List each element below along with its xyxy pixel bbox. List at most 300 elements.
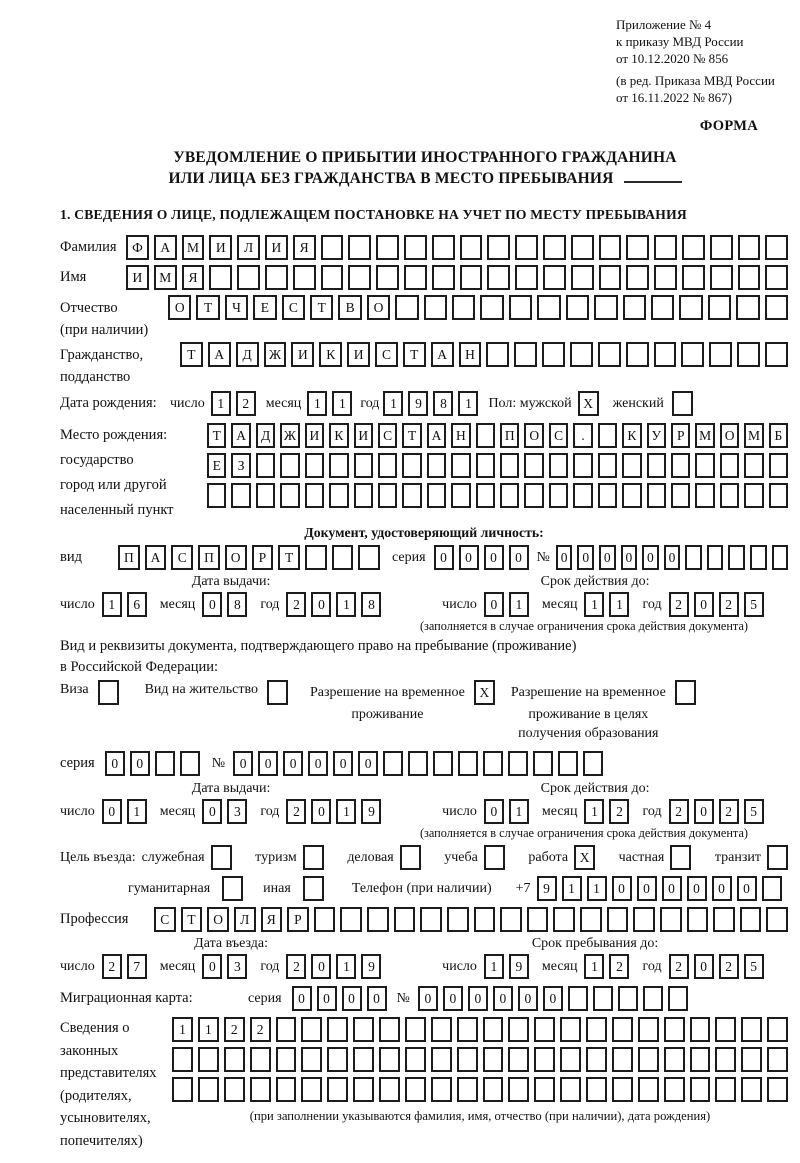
char-box[interactable] xyxy=(198,1077,219,1102)
char-box[interactable]: 8 xyxy=(433,391,453,416)
char-box[interactable] xyxy=(766,907,788,932)
char-box[interactable]: Я xyxy=(182,265,205,290)
char-box[interactable] xyxy=(224,1077,245,1102)
char-box[interactable] xyxy=(707,545,724,570)
char-box[interactable] xyxy=(280,483,299,508)
char-box[interactable] xyxy=(515,265,538,290)
char-box[interactable] xyxy=(483,751,503,776)
char-box[interactable]: 0 xyxy=(311,592,331,617)
char-box[interactable] xyxy=(353,1047,374,1072)
char-box[interactable]: 0 xyxy=(105,751,125,776)
char-box[interactable]: 1 xyxy=(198,1017,219,1042)
char-box[interactable] xyxy=(765,342,788,367)
char-box[interactable] xyxy=(687,907,709,932)
char-box[interactable] xyxy=(651,295,674,320)
char-box[interactable] xyxy=(664,1017,685,1042)
char-box[interactable] xyxy=(762,876,782,901)
char-box[interactable]: И xyxy=(347,342,370,367)
char-box[interactable] xyxy=(566,295,589,320)
visa-checkbox[interactable] xyxy=(98,680,119,705)
char-box[interactable] xyxy=(509,295,532,320)
char-box[interactable] xyxy=(404,235,427,260)
char-box[interactable] xyxy=(594,295,617,320)
char-box[interactable] xyxy=(305,453,324,478)
char-box[interactable] xyxy=(376,265,399,290)
char-box[interactable] xyxy=(172,1077,193,1102)
purpose-business-checkbox[interactable] xyxy=(400,845,421,870)
char-box[interactable] xyxy=(524,453,543,478)
char-box[interactable] xyxy=(460,265,483,290)
char-box[interactable]: 0 xyxy=(434,545,454,570)
char-box[interactable]: 0 xyxy=(418,986,438,1011)
char-box[interactable] xyxy=(327,1077,348,1102)
char-box[interactable] xyxy=(682,265,705,290)
char-box[interactable]: Ж xyxy=(280,423,299,448)
char-box[interactable] xyxy=(543,265,566,290)
char-box[interactable]: 2 xyxy=(609,954,629,979)
char-box[interactable] xyxy=(560,1077,581,1102)
char-box[interactable]: 1 xyxy=(609,592,629,617)
char-box[interactable]: Р xyxy=(671,423,690,448)
char-box[interactable]: 5 xyxy=(744,799,764,824)
char-box[interactable] xyxy=(353,1017,374,1042)
char-box[interactable]: 9 xyxy=(361,799,381,824)
char-box[interactable]: 0 xyxy=(694,799,714,824)
char-box[interactable] xyxy=(231,483,250,508)
char-box[interactable]: 2 xyxy=(286,799,306,824)
char-box[interactable] xyxy=(741,1017,762,1042)
char-box[interactable]: 1 xyxy=(562,876,582,901)
char-box[interactable] xyxy=(354,483,373,508)
char-box[interactable] xyxy=(378,483,397,508)
char-box[interactable] xyxy=(402,453,421,478)
char-box[interactable]: К xyxy=(622,423,641,448)
char-box[interactable] xyxy=(633,907,655,932)
char-box[interactable]: О xyxy=(367,295,390,320)
char-box[interactable]: М xyxy=(182,235,205,260)
char-box[interactable]: А xyxy=(431,342,454,367)
char-box[interactable]: И xyxy=(305,423,324,448)
char-box[interactable] xyxy=(327,1047,348,1072)
char-box[interactable]: 0 xyxy=(292,986,312,1011)
char-box[interactable]: 0 xyxy=(102,799,122,824)
char-box[interactable]: 1 xyxy=(509,799,529,824)
char-box[interactable] xyxy=(737,342,760,367)
char-box[interactable] xyxy=(508,1077,529,1102)
char-box[interactable]: 0 xyxy=(694,592,714,617)
char-box[interactable] xyxy=(599,265,622,290)
char-box[interactable] xyxy=(276,1017,297,1042)
char-box[interactable]: 0 xyxy=(468,986,488,1011)
char-box[interactable]: С xyxy=(549,423,568,448)
char-box[interactable] xyxy=(348,235,371,260)
char-box[interactable]: И xyxy=(126,265,149,290)
char-box[interactable]: 1 xyxy=(484,954,504,979)
purpose-transit-checkbox[interactable] xyxy=(767,845,788,870)
char-box[interactable]: 0 xyxy=(311,799,331,824)
char-box[interactable] xyxy=(654,235,677,260)
char-box[interactable] xyxy=(741,1077,762,1102)
char-box[interactable] xyxy=(598,342,621,367)
char-box[interactable] xyxy=(542,342,565,367)
char-box[interactable] xyxy=(744,483,763,508)
char-box[interactable] xyxy=(571,235,594,260)
char-box[interactable] xyxy=(394,907,416,932)
char-box[interactable]: И xyxy=(265,235,288,260)
char-box[interactable]: 2 xyxy=(669,954,689,979)
char-box[interactable] xyxy=(765,235,788,260)
char-box[interactable] xyxy=(549,483,568,508)
char-box[interactable] xyxy=(276,1077,297,1102)
char-box[interactable] xyxy=(654,342,677,367)
char-box[interactable]: Д xyxy=(256,423,275,448)
char-box[interactable]: 3 xyxy=(227,954,247,979)
char-box[interactable] xyxy=(514,342,537,367)
char-box[interactable] xyxy=(480,295,503,320)
char-box[interactable]: 1 xyxy=(211,391,231,416)
char-box[interactable] xyxy=(354,453,373,478)
char-box[interactable] xyxy=(353,1077,374,1102)
char-box[interactable] xyxy=(508,1047,529,1072)
char-box[interactable] xyxy=(660,907,682,932)
char-box[interactable] xyxy=(500,453,519,478)
char-box[interactable] xyxy=(424,295,447,320)
char-box[interactable] xyxy=(537,295,560,320)
char-box[interactable]: 0 xyxy=(694,954,714,979)
char-box[interactable] xyxy=(690,1047,711,1072)
char-box[interactable]: Н xyxy=(459,342,482,367)
char-box[interactable]: 0 xyxy=(642,545,659,570)
char-box[interactable] xyxy=(431,1047,452,1072)
char-box[interactable]: 0 xyxy=(459,545,479,570)
purpose-private-checkbox[interactable] xyxy=(670,845,691,870)
char-box[interactable] xyxy=(527,907,549,932)
char-box[interactable]: А xyxy=(208,342,231,367)
char-box[interactable] xyxy=(568,986,588,1011)
char-box[interactable] xyxy=(573,483,592,508)
char-box[interactable] xyxy=(690,1017,711,1042)
char-box[interactable]: 9 xyxy=(509,954,529,979)
char-box[interactable]: 2 xyxy=(250,1017,271,1042)
char-box[interactable]: М xyxy=(695,423,714,448)
char-box[interactable]: Л xyxy=(234,907,256,932)
char-box[interactable] xyxy=(549,453,568,478)
char-box[interactable] xyxy=(623,295,646,320)
char-box[interactable] xyxy=(767,1017,788,1042)
char-box[interactable]: 0 xyxy=(308,751,328,776)
char-box[interactable]: 6 xyxy=(127,592,147,617)
char-box[interactable]: А xyxy=(154,235,177,260)
char-box[interactable]: 0 xyxy=(612,876,632,901)
char-box[interactable] xyxy=(685,545,702,570)
char-box[interactable]: 1 xyxy=(584,799,604,824)
char-box[interactable] xyxy=(329,483,348,508)
char-box[interactable]: Т xyxy=(181,907,203,932)
char-box[interactable] xyxy=(367,907,389,932)
char-box[interactable] xyxy=(348,265,371,290)
char-box[interactable]: Ф xyxy=(126,235,149,260)
purpose-official-checkbox[interactable] xyxy=(211,845,232,870)
char-box[interactable]: 1 xyxy=(458,391,478,416)
char-box[interactable] xyxy=(476,483,495,508)
char-box[interactable]: 0 xyxy=(599,545,616,570)
char-box[interactable] xyxy=(224,1047,245,1072)
char-box[interactable] xyxy=(404,265,427,290)
char-box[interactable]: 0 xyxy=(202,954,222,979)
char-box[interactable] xyxy=(583,751,603,776)
char-box[interactable] xyxy=(447,907,469,932)
char-box[interactable] xyxy=(265,265,288,290)
char-box[interactable] xyxy=(679,295,702,320)
char-box[interactable]: Р xyxy=(252,545,274,570)
char-box[interactable]: И xyxy=(354,423,373,448)
char-box[interactable]: 1 xyxy=(336,954,356,979)
char-box[interactable] xyxy=(720,453,739,478)
char-box[interactable]: И xyxy=(209,235,232,260)
char-box[interactable]: 0 xyxy=(577,545,594,570)
char-box[interactable] xyxy=(301,1017,322,1042)
char-box[interactable] xyxy=(647,483,666,508)
char-box[interactable]: В xyxy=(338,295,361,320)
char-box[interactable] xyxy=(483,1047,504,1072)
char-box[interactable]: 0 xyxy=(518,986,538,1011)
char-box[interactable]: 0 xyxy=(637,876,657,901)
char-box[interactable]: 2 xyxy=(286,592,306,617)
char-box[interactable]: А xyxy=(145,545,167,570)
char-box[interactable] xyxy=(767,1047,788,1072)
char-box[interactable] xyxy=(553,907,575,932)
char-box[interactable] xyxy=(515,235,538,260)
char-box[interactable] xyxy=(431,1077,452,1102)
char-box[interactable] xyxy=(293,265,316,290)
char-box[interactable] xyxy=(155,751,175,776)
char-box[interactable]: 2 xyxy=(236,391,256,416)
char-box[interactable] xyxy=(408,751,428,776)
char-box[interactable]: 1 xyxy=(332,391,352,416)
char-box[interactable] xyxy=(612,1017,633,1042)
char-box[interactable] xyxy=(256,453,275,478)
char-box[interactable] xyxy=(383,751,403,776)
char-box[interactable] xyxy=(638,1077,659,1102)
char-box[interactable]: 1 xyxy=(509,592,529,617)
char-box[interactable] xyxy=(586,1077,607,1102)
char-box[interactable] xyxy=(432,235,455,260)
char-box[interactable] xyxy=(586,1047,607,1072)
char-box[interactable]: Т xyxy=(403,342,426,367)
char-box[interactable]: Е xyxy=(253,295,276,320)
char-box[interactable] xyxy=(558,751,578,776)
char-box[interactable] xyxy=(451,453,470,478)
char-box[interactable] xyxy=(598,423,617,448)
char-box[interactable] xyxy=(451,483,470,508)
char-box[interactable] xyxy=(460,235,483,260)
char-box[interactable]: М xyxy=(744,423,763,448)
char-box[interactable] xyxy=(250,1077,271,1102)
char-box[interactable] xyxy=(280,453,299,478)
char-box[interactable]: 1 xyxy=(383,391,403,416)
char-box[interactable] xyxy=(643,986,663,1011)
char-box[interactable]: Л xyxy=(237,235,260,260)
char-box[interactable] xyxy=(321,265,344,290)
char-box[interactable]: 0 xyxy=(556,545,573,570)
char-box[interactable] xyxy=(713,907,735,932)
char-box[interactable]: Б xyxy=(769,423,788,448)
char-box[interactable]: Т xyxy=(278,545,300,570)
char-box[interactable] xyxy=(715,1077,736,1102)
char-box[interactable] xyxy=(622,483,641,508)
char-box[interactable] xyxy=(172,1047,193,1072)
char-box[interactable]: 0 xyxy=(130,751,150,776)
char-box[interactable]: 1 xyxy=(127,799,147,824)
char-box[interactable] xyxy=(769,483,788,508)
char-box[interactable] xyxy=(487,235,510,260)
char-box[interactable] xyxy=(638,1017,659,1042)
char-box[interactable]: 0 xyxy=(283,751,303,776)
char-box[interactable] xyxy=(237,265,260,290)
char-box[interactable] xyxy=(358,545,380,570)
char-box[interactable] xyxy=(671,453,690,478)
char-box[interactable] xyxy=(180,751,200,776)
char-box[interactable] xyxy=(378,453,397,478)
char-box[interactable] xyxy=(681,342,704,367)
char-box[interactable]: 1 xyxy=(336,799,356,824)
char-box[interactable]: О xyxy=(720,423,739,448)
char-box[interactable] xyxy=(476,423,495,448)
char-box[interactable]: 7 xyxy=(127,954,147,979)
char-box[interactable] xyxy=(534,1047,555,1072)
char-box[interactable] xyxy=(720,483,739,508)
char-box[interactable]: 5 xyxy=(744,954,764,979)
char-box[interactable]: Т xyxy=(207,423,226,448)
char-box[interactable] xyxy=(612,1077,633,1102)
char-box[interactable] xyxy=(738,265,761,290)
char-box[interactable]: 0 xyxy=(493,986,513,1011)
char-box[interactable] xyxy=(395,295,418,320)
char-box[interactable] xyxy=(598,453,617,478)
char-box[interactable] xyxy=(405,1047,426,1072)
char-box[interactable] xyxy=(405,1077,426,1102)
char-box[interactable] xyxy=(690,1077,711,1102)
char-box[interactable] xyxy=(432,265,455,290)
char-box[interactable] xyxy=(744,453,763,478)
char-box[interactable] xyxy=(738,235,761,260)
char-box[interactable] xyxy=(321,235,344,260)
char-box[interactable]: А xyxy=(427,423,446,448)
char-box[interactable] xyxy=(769,453,788,478)
char-box[interactable] xyxy=(618,986,638,1011)
char-box[interactable]: Т xyxy=(196,295,219,320)
char-box[interactable]: 2 xyxy=(102,954,122,979)
char-box[interactable]: 9 xyxy=(408,391,428,416)
char-box[interactable]: 0 xyxy=(712,876,732,901)
char-box[interactable]: 1 xyxy=(307,391,327,416)
char-box[interactable]: 2 xyxy=(719,592,739,617)
char-box[interactable] xyxy=(256,483,275,508)
purpose-tourism-checkbox[interactable] xyxy=(303,845,324,870)
char-box[interactable]: 0 xyxy=(333,751,353,776)
char-box[interactable]: П xyxy=(118,545,140,570)
char-box[interactable]: 2 xyxy=(669,592,689,617)
char-box[interactable]: 1 xyxy=(584,954,604,979)
purpose-study-checkbox[interactable] xyxy=(484,845,505,870)
char-box[interactable] xyxy=(772,545,789,570)
char-box[interactable] xyxy=(741,1047,762,1072)
char-box[interactable]: 0 xyxy=(258,751,278,776)
char-box[interactable] xyxy=(767,1077,788,1102)
char-box[interactable] xyxy=(654,265,677,290)
char-box[interactable] xyxy=(305,545,327,570)
char-box[interactable] xyxy=(402,483,421,508)
char-box[interactable] xyxy=(301,1077,322,1102)
char-box[interactable]: Т xyxy=(180,342,203,367)
char-box[interactable]: П xyxy=(500,423,519,448)
char-box[interactable]: Т xyxy=(402,423,421,448)
char-box[interactable] xyxy=(626,235,649,260)
sex-female-checkbox[interactable] xyxy=(672,391,693,416)
char-box[interactable]: 0 xyxy=(484,592,504,617)
char-box[interactable] xyxy=(570,342,593,367)
char-box[interactable] xyxy=(671,483,690,508)
char-box[interactable] xyxy=(571,265,594,290)
char-box[interactable] xyxy=(379,1077,400,1102)
char-box[interactable]: О xyxy=(524,423,543,448)
char-box[interactable]: О xyxy=(225,545,247,570)
char-box[interactable]: Д xyxy=(236,342,259,367)
char-box[interactable]: 2 xyxy=(286,954,306,979)
char-box[interactable] xyxy=(376,235,399,260)
char-box[interactable] xyxy=(626,265,649,290)
char-box[interactable] xyxy=(728,545,745,570)
char-box[interactable]: Е xyxy=(207,453,226,478)
char-box[interactable] xyxy=(327,1017,348,1042)
char-box[interactable] xyxy=(695,483,714,508)
char-box[interactable] xyxy=(668,986,688,1011)
char-box[interactable]: 0 xyxy=(342,986,362,1011)
char-box[interactable]: 9 xyxy=(361,954,381,979)
char-box[interactable] xyxy=(379,1047,400,1072)
char-box[interactable] xyxy=(301,1047,322,1072)
char-box[interactable] xyxy=(452,295,475,320)
char-box[interactable] xyxy=(740,907,762,932)
char-box[interactable] xyxy=(664,1077,685,1102)
char-box[interactable] xyxy=(314,907,336,932)
char-box[interactable]: 0 xyxy=(509,545,529,570)
char-box[interactable] xyxy=(534,1017,555,1042)
char-box[interactable]: С xyxy=(171,545,193,570)
char-box[interactable] xyxy=(560,1047,581,1072)
char-box[interactable]: С xyxy=(375,342,398,367)
char-box[interactable] xyxy=(765,265,788,290)
char-box[interactable]: У xyxy=(647,423,666,448)
char-box[interactable]: 0 xyxy=(664,545,681,570)
char-box[interactable]: С xyxy=(154,907,176,932)
char-box[interactable]: К xyxy=(329,423,348,448)
char-box[interactable]: С xyxy=(378,423,397,448)
char-box[interactable]: 0 xyxy=(311,954,331,979)
char-box[interactable]: 0 xyxy=(484,799,504,824)
char-box[interactable] xyxy=(431,1017,452,1042)
char-box[interactable]: 0 xyxy=(317,986,337,1011)
char-box[interactable] xyxy=(580,907,602,932)
char-box[interactable]: Я xyxy=(261,907,283,932)
char-box[interactable] xyxy=(486,342,509,367)
char-box[interactable]: О xyxy=(207,907,229,932)
char-box[interactable]: Я xyxy=(293,235,316,260)
char-box[interactable] xyxy=(709,342,732,367)
char-box[interactable] xyxy=(765,295,788,320)
char-box[interactable] xyxy=(500,907,522,932)
char-box[interactable] xyxy=(573,453,592,478)
